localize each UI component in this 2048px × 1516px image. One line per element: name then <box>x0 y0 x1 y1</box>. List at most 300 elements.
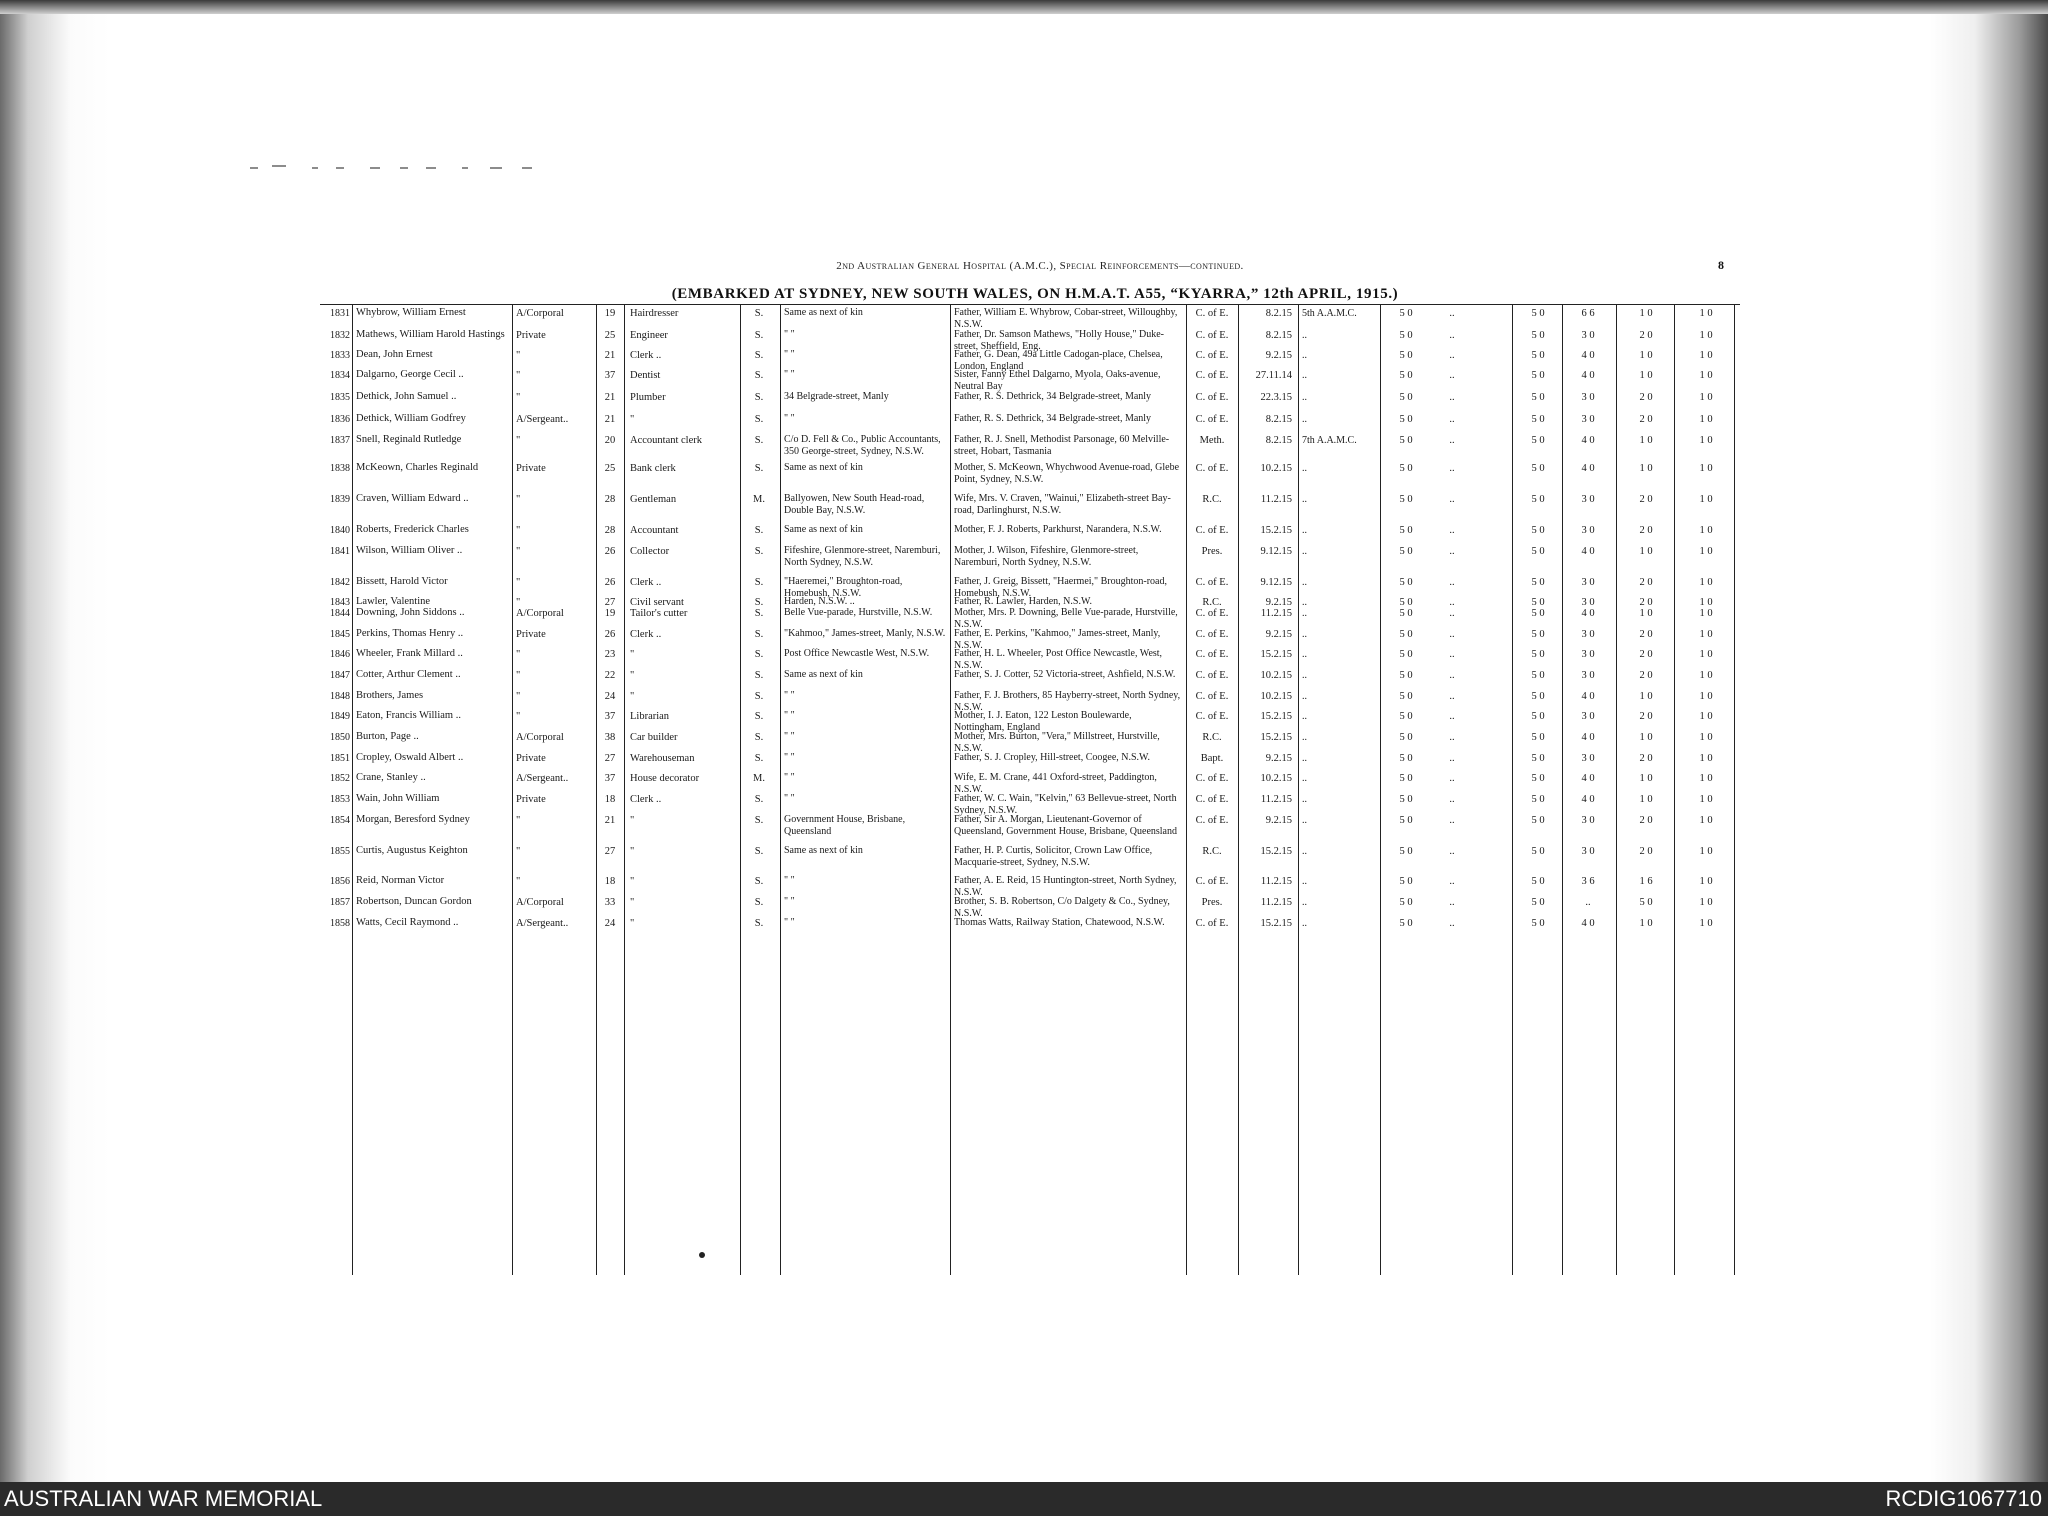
pay-rate-4: 3 0 <box>1581 649 1595 660</box>
regimental-number: 1843 <box>330 597 350 608</box>
table-row <box>320 369 1740 392</box>
previous-unit: .. <box>1302 629 1307 640</box>
pay-rate-2: .. <box>1449 629 1455 640</box>
rank: " <box>516 350 521 361</box>
marital-status: S. <box>754 608 764 619</box>
column-rule <box>1512 305 1513 1275</box>
religion: Pres. <box>1201 546 1223 557</box>
marital-status: S. <box>754 463 764 474</box>
pay-rate-3: 5 0 <box>1531 350 1545 361</box>
pay-rate-2: .. <box>1449 773 1455 784</box>
pay-rate-4: 4 0 <box>1581 608 1595 619</box>
trade: " <box>630 649 635 660</box>
pay-rate-3: 5 0 <box>1531 753 1545 764</box>
pay-rate-6: 1 0 <box>1699 330 1713 341</box>
table-row <box>320 690 1740 713</box>
table-row <box>320 524 1740 538</box>
enlistment-date: 10.2.15 <box>1260 773 1292 784</box>
age: 26 <box>604 629 616 640</box>
next-of-kin: Mother, S. McKeown, Whychwood Avenue-road, Glebe Point, Sydney, N.S.W. <box>954 462 1180 485</box>
pay-rate-5: 2 0 <box>1639 330 1653 341</box>
age: 27 <box>604 846 616 857</box>
pay-rate-3: 5 0 <box>1531 546 1545 557</box>
pay-rate-2: .. <box>1449 546 1455 557</box>
enlistment-date: 15.2.15 <box>1260 525 1292 536</box>
previous-unit: .. <box>1302 392 1307 403</box>
next-of-kin: Father, F. J. Brothers, 85 Hayberry-street, North Sydney, N.S.W. <box>954 690 1181 713</box>
previous-unit: .. <box>1302 918 1307 929</box>
pay-rate-4: 3 0 <box>1581 629 1595 640</box>
regimental-number: 1856 <box>330 876 350 887</box>
table-row <box>320 329 1740 352</box>
pay-rate-3: 5 0 <box>1531 794 1545 805</box>
marital-status: S. <box>754 525 764 536</box>
next-of-kin: Father, E. Perkins, "Kahmoo," James-street, Manly, N.S.W. <box>954 628 1161 651</box>
table-row <box>320 731 1740 754</box>
previous-unit: .. <box>1302 815 1307 826</box>
soldier-name: Roberts, Frederick Charles <box>356 524 469 535</box>
trade: Clerk .. <box>630 577 662 588</box>
religion: C. of E. <box>1195 649 1229 660</box>
age: 37 <box>604 711 616 722</box>
column-rule <box>1734 305 1735 1275</box>
previous-unit: .. <box>1302 350 1307 361</box>
regimental-number: 1837 <box>330 435 350 446</box>
pay-rate-4: 3 0 <box>1581 846 1595 857</box>
trade: House decorator <box>630 773 700 784</box>
religion: R.C. <box>1202 732 1222 743</box>
pay-rate-5: 2 0 <box>1639 649 1653 660</box>
regimental-number: 1858 <box>330 918 350 929</box>
trade: Gentleman <box>630 494 677 505</box>
scan-noise-marks <box>240 160 560 188</box>
age: 38 <box>604 732 616 743</box>
table-row <box>320 793 1740 816</box>
address: C/o D. Fell & Co., Public Accountants, 350 George-street, Sydney, N.S.W. <box>784 434 941 457</box>
pay-rate-5: 1 0 <box>1639 918 1653 929</box>
trade: Civil servant <box>630 597 684 608</box>
rank: " <box>516 649 521 660</box>
next-of-kin: Wife, Mrs. V. Craven, "Wainui," Elizabeth-street Bay-road, Darlinghurst, N.S.W. <box>954 493 1171 516</box>
pay-rate-6: 1 0 <box>1699 649 1713 660</box>
pay-rate-6: 1 0 <box>1699 414 1713 425</box>
scan-dash-marks <box>240 160 560 184</box>
age: 21 <box>604 350 616 361</box>
pay-rate-1: 5 0 <box>1399 670 1413 681</box>
previous-unit: .. <box>1302 846 1307 857</box>
pay-rate-4: 4 0 <box>1581 370 1595 381</box>
address: " " <box>784 875 795 886</box>
table-row <box>320 307 1740 330</box>
pay-rate-3: 5 0 <box>1531 670 1545 681</box>
marital-status: S. <box>754 846 764 857</box>
regimental-number: 1845 <box>330 629 350 640</box>
trade: Clerk .. <box>630 794 662 805</box>
next-of-kin: Father, W. C. Wain, "Kelvin," 63 Bellevue-street, North Sydney, N.S.W. <box>954 793 1177 816</box>
table-row <box>320 462 1740 485</box>
pay-rate-2: .. <box>1449 732 1455 743</box>
soldier-name: Wheeler, Frank Millard .. <box>356 648 463 659</box>
pay-rate-6: 1 0 <box>1699 629 1713 640</box>
next-of-kin: Father, S. J. Cotter, 52 Victoria-street, Ashfield, N.S.W. <box>954 669 1176 680</box>
pay-rate-5: 2 0 <box>1639 846 1653 857</box>
pay-rate-4: 3 0 <box>1581 597 1595 608</box>
previous-unit: .. <box>1302 773 1307 784</box>
pay-rate-6: 1 0 <box>1699 435 1713 446</box>
pay-rate-1: 5 0 <box>1399 773 1413 784</box>
pay-rate-6: 1 0 <box>1699 525 1713 536</box>
pay-rate-2: .. <box>1449 330 1455 341</box>
pay-rate-4: 4 0 <box>1581 794 1595 805</box>
pay-rate-1: 5 0 <box>1399 876 1413 887</box>
pay-rate-6: 1 0 <box>1699 846 1713 857</box>
pay-rate-5: 5 0 <box>1639 897 1653 908</box>
pay-rate-1: 5 0 <box>1399 435 1413 446</box>
pay-rate-5: 2 0 <box>1639 392 1653 403</box>
trade: Plumber <box>630 392 666 403</box>
enlistment-date: 15.2.15 <box>1260 711 1292 722</box>
marital-status: S. <box>754 691 764 702</box>
rank: " <box>516 670 521 681</box>
archive-footer <box>0 1482 2048 1516</box>
age: 24 <box>604 691 616 702</box>
religion: C. of E. <box>1195 577 1229 588</box>
regimental-number: 1839 <box>330 494 350 505</box>
enlistment-date: 9.2.15 <box>1265 629 1292 640</box>
rank: A/Corporal <box>516 308 564 319</box>
regimental-number: 1849 <box>330 711 350 722</box>
marital-status: S. <box>754 649 764 660</box>
column-rule <box>1562 305 1563 1275</box>
address: Post Office Newcastle West, N.S.W. <box>784 648 930 659</box>
pay-rate-4: 3 0 <box>1581 330 1595 341</box>
regimental-number: 1836 <box>330 414 350 425</box>
religion: C. of E. <box>1195 330 1229 341</box>
pay-rate-2: .. <box>1449 350 1455 361</box>
pay-rate-1: 5 0 <box>1399 897 1413 908</box>
enlistment-date: 11.2.15 <box>1260 608 1292 619</box>
trade: " <box>630 846 635 857</box>
pay-rate-3: 5 0 <box>1531 732 1545 743</box>
pay-rate-2: .. <box>1449 308 1455 319</box>
enlistment-date: 11.2.15 <box>1260 794 1292 805</box>
pay-rate-5: 2 0 <box>1639 525 1653 536</box>
religion: C. of E. <box>1195 414 1229 425</box>
marital-status: S. <box>754 577 764 588</box>
table-row <box>320 545 1740 568</box>
marital-status: S. <box>754 392 764 403</box>
enlistment-date: 11.2.15 <box>1260 897 1292 908</box>
address: Same as next of kin <box>784 462 863 473</box>
soldier-name: Downing, John Siddons .. <box>356 607 465 618</box>
trade: Car builder <box>630 732 678 743</box>
rank: Private <box>516 794 546 805</box>
previous-unit: .. <box>1302 546 1307 557</box>
marital-status: S. <box>754 753 764 764</box>
pay-rate-6: 1 0 <box>1699 897 1713 908</box>
religion: C. of E. <box>1195 670 1229 681</box>
previous-unit: .. <box>1302 794 1307 805</box>
soldier-name: Wilson, William Oliver .. <box>356 545 463 556</box>
soldier-name: Dean, John Ernest <box>356 349 433 360</box>
marital-status: S. <box>754 546 764 557</box>
page-number: 8 <box>1718 258 1724 272</box>
pay-rate-2: .. <box>1449 753 1455 764</box>
soldier-name: Watts, Cecil Raymond .. <box>356 917 459 928</box>
regimental-number: 1848 <box>330 691 350 702</box>
marital-status: M. <box>753 494 765 505</box>
rank: " <box>516 815 521 826</box>
regimental-number: 1847 <box>330 670 350 681</box>
age: 27 <box>604 597 616 608</box>
age: 23 <box>604 649 616 660</box>
column-rule <box>1186 305 1187 1275</box>
pay-rate-2: .. <box>1449 876 1455 887</box>
soldier-name: Burton, Page .. <box>356 731 419 742</box>
pay-rate-1: 5 0 <box>1399 691 1413 702</box>
pay-rate-4: 4 0 <box>1581 546 1595 557</box>
age: 37 <box>604 773 616 784</box>
table-row <box>320 772 1740 795</box>
pay-rate-2: .. <box>1449 918 1455 929</box>
regimental-number: 1841 <box>330 546 350 557</box>
marital-status: S. <box>754 330 764 341</box>
previous-unit: .. <box>1302 897 1307 908</box>
next-of-kin: Brother, S. B. Robertson, C/o Dalgety & Co., Sydney, N.S.W. <box>954 896 1170 919</box>
next-of-kin: Thomas Watts, Railway Station, Chatewood, N.S.W. <box>954 917 1165 928</box>
address: " " <box>784 772 795 783</box>
table-row <box>320 576 1740 599</box>
table-row <box>320 391 1740 405</box>
regimental-number: 1850 <box>330 732 350 743</box>
address: Same as next of kin <box>784 524 863 535</box>
pay-rate-3: 5 0 <box>1531 918 1545 929</box>
pay-rate-4: 3 0 <box>1581 711 1595 722</box>
table-row <box>320 607 1740 630</box>
age: 19 <box>604 308 616 319</box>
pay-rate-3: 5 0 <box>1531 392 1545 403</box>
pay-rate-4: 3 6 <box>1581 876 1595 887</box>
pay-rate-6: 1 0 <box>1699 794 1713 805</box>
previous-unit: 7th A.A.M.C. <box>1302 435 1357 446</box>
religion: C. of E. <box>1195 773 1229 784</box>
age: 26 <box>604 577 616 588</box>
embarkation-subheader: (EMBARKED AT SYDNEY, NEW SOUTH WALES, ON H.M.A.T. A55, “KYARRA,” 12th APRIL, 1915.) <box>671 286 1399 302</box>
pay-rate-6: 1 0 <box>1699 670 1713 681</box>
address: " " <box>784 752 795 763</box>
pay-rate-6: 1 0 <box>1699 392 1713 403</box>
marital-status: S. <box>754 876 764 887</box>
table-row <box>320 752 1740 766</box>
regimental-number: 1857 <box>330 897 350 908</box>
age: 24 <box>604 918 616 929</box>
pay-rate-1: 5 0 <box>1399 846 1413 857</box>
soldier-name: Reid, Norman Victor <box>356 875 445 886</box>
pay-rate-2: .. <box>1449 711 1455 722</box>
religion: Bapt. <box>1200 753 1224 764</box>
pay-rate-5: 1 0 <box>1639 691 1653 702</box>
next-of-kin: Mother, J. Wilson, Fifeshire, Glenmore-street, Naremburi, North Sydney, N.S.W. <box>954 545 1139 568</box>
soldier-name: Cotter, Arthur Clement .. <box>356 669 461 680</box>
pay-rate-3: 5 0 <box>1531 649 1545 660</box>
pay-rate-5: 2 0 <box>1639 597 1653 608</box>
marital-status: S. <box>754 350 764 361</box>
table-row <box>320 413 1740 427</box>
pay-rate-5: 2 0 <box>1639 629 1653 640</box>
enlistment-date: 8.2.15 <box>1265 330 1292 341</box>
regimental-number: 1853 <box>330 794 350 805</box>
pay-rate-2: .. <box>1449 897 1455 908</box>
pay-rate-2: .. <box>1449 794 1455 805</box>
trade: Clerk .. <box>630 629 662 640</box>
age: 37 <box>604 370 616 381</box>
pay-rate-3: 5 0 <box>1531 846 1545 857</box>
table-row <box>320 710 1740 733</box>
pay-rate-2: .. <box>1449 494 1455 505</box>
pay-rate-5: 1 0 <box>1639 435 1653 446</box>
rank: Private <box>516 753 546 764</box>
pay-rate-3: 5 0 <box>1531 525 1545 536</box>
pay-rate-4: 3 0 <box>1581 414 1595 425</box>
next-of-kin: Father, A. E. Reid, 15 Huntington-street, North Sydney, N.S.W. <box>954 875 1177 898</box>
next-of-kin: Father, J. Greig, Bissett, "Haermei," Broughton-road, Homebush, N.S.W. <box>954 576 1167 599</box>
pay-rate-4: 4 0 <box>1581 691 1595 702</box>
rank: " <box>516 691 521 702</box>
pay-rate-3: 5 0 <box>1531 608 1545 619</box>
pay-rate-3: 5 0 <box>1531 494 1545 505</box>
pay-rate-3: 5 0 <box>1531 691 1545 702</box>
trade: Collector <box>630 546 670 557</box>
pay-rate-5: 1 0 <box>1639 370 1653 381</box>
soldier-name: Brothers, James <box>356 690 424 701</box>
age: 25 <box>604 330 616 341</box>
pay-rate-6: 1 0 <box>1699 711 1713 722</box>
address: " " <box>784 690 795 701</box>
pay-rate-1: 5 0 <box>1399 414 1413 425</box>
pay-rate-3: 5 0 <box>1531 463 1545 474</box>
soldier-name: Curtis, Augustus Keighton <box>356 845 468 856</box>
religion: C. of E. <box>1195 392 1229 403</box>
pay-rate-6: 1 0 <box>1699 546 1713 557</box>
pay-rate-4: 4 0 <box>1581 773 1595 784</box>
trade: Hairdresser <box>630 308 679 319</box>
marital-status: S. <box>754 732 764 743</box>
marital-status: S. <box>754 370 764 381</box>
pay-rate-6: 1 0 <box>1699 350 1713 361</box>
enlistment-date: 22.3.15 <box>1260 392 1292 403</box>
address: " " <box>784 710 795 721</box>
next-of-kin: Father, William E. Whybrow, Cobar-street, Willoughby, N.S.W. <box>954 307 1178 330</box>
soldier-name: Lawler, Valentine <box>356 596 431 607</box>
soldier-name: Perkins, Thomas Henry .. <box>356 628 464 639</box>
pay-rate-5: 1 0 <box>1639 350 1653 361</box>
previous-unit: .. <box>1302 525 1307 536</box>
age: 27 <box>604 753 616 764</box>
religion: C. of E. <box>1195 794 1229 805</box>
marital-status: S. <box>754 670 764 681</box>
rank: " <box>516 525 521 536</box>
pay-rate-3: 5 0 <box>1531 876 1545 887</box>
pay-rate-3: 5 0 <box>1531 577 1545 588</box>
pay-rate-6: 1 0 <box>1699 691 1713 702</box>
column-rule <box>352 305 353 1275</box>
column-rule <box>1298 305 1299 1275</box>
table-row <box>320 648 1740 671</box>
pay-rate-1: 5 0 <box>1399 918 1413 929</box>
pay-rate-4: 4 0 <box>1581 918 1595 929</box>
enlistment-date: 11.2.15 <box>1260 876 1292 887</box>
pay-rate-1: 5 0 <box>1399 494 1413 505</box>
rank: A/Corporal <box>516 897 564 908</box>
soldier-name: McKeown, Charles Reginald <box>356 462 479 473</box>
pay-rate-4: 3 0 <box>1581 577 1595 588</box>
table-row <box>320 875 1740 898</box>
enlistment-date: 15.2.15 <box>1260 649 1292 660</box>
pay-rate-5: 1 0 <box>1639 794 1653 805</box>
pay-rate-3: 5 0 <box>1531 897 1545 908</box>
address: " " <box>784 896 795 907</box>
enlistment-date: 10.2.15 <box>1260 463 1292 474</box>
enlistment-date: 10.2.15 <box>1260 691 1292 702</box>
address: " " <box>784 329 795 340</box>
pay-rate-2: .. <box>1449 846 1455 857</box>
trade: Bank clerk <box>630 463 676 474</box>
previous-unit: .. <box>1302 577 1307 588</box>
address: Belle Vue-parade, Hurstville, N.S.W. <box>784 607 933 618</box>
trade: Dentist <box>630 370 661 381</box>
trade: Accountant clerk <box>630 435 703 446</box>
trade: Warehouseman <box>630 753 695 764</box>
table-row <box>320 434 1740 457</box>
next-of-kin: Sister, Fanny Ethel Dalgarno, Myola, Oaks-avenue, Neutral Bay <box>954 369 1161 392</box>
religion: C. of E. <box>1195 370 1229 381</box>
pay-rate-3: 5 0 <box>1531 330 1545 341</box>
soldier-name: Dethick, John Samuel .. <box>356 391 457 402</box>
marital-status: S. <box>754 629 764 640</box>
pay-rate-5: 2 0 <box>1639 711 1653 722</box>
column-rule <box>512 305 513 1275</box>
previous-unit: .. <box>1302 876 1307 887</box>
regimental-number: 1831 <box>330 308 350 319</box>
previous-unit: .. <box>1302 732 1307 743</box>
rank: " <box>516 494 521 505</box>
pay-rate-6: 1 0 <box>1699 370 1713 381</box>
regimental-number: 1851 <box>330 753 350 764</box>
pay-rate-5: 1 0 <box>1639 608 1653 619</box>
enlistment-date: 8.2.15 <box>1265 308 1292 319</box>
previous-unit: .. <box>1302 330 1307 341</box>
table-row <box>320 628 1740 651</box>
pay-rate-4: 4 0 <box>1581 435 1595 446</box>
pay-rate-6: 1 0 <box>1699 918 1713 929</box>
next-of-kin: Father, Dr. Samson Mathews, "Holly House," Duke-street, Sheffield, Eng. <box>954 329 1164 352</box>
enlistment-date: 9.12.15 <box>1260 546 1292 557</box>
pay-rate-5: 2 0 <box>1639 815 1653 826</box>
previous-unit: .. <box>1302 711 1307 722</box>
pay-rate-1: 5 0 <box>1399 308 1413 319</box>
religion: C. of E. <box>1195 525 1229 536</box>
pay-rate-6: 1 0 <box>1699 773 1713 784</box>
next-of-kin: Mother, Mrs. Burton, "Vera," Millstreet, Hurstville, N.S.W. <box>954 731 1160 754</box>
rank: A/Sergeant.. <box>516 414 569 425</box>
next-of-kin: Father, Sir A. Morgan, Lieutenant-Governor of Queensland, Government House, Brisbane, Queensland <box>954 814 1177 837</box>
rank: A/Sergeant.. <box>516 918 569 929</box>
table-row <box>320 845 1740 868</box>
previous-unit: .. <box>1302 670 1307 681</box>
pay-rate-4: 4 0 <box>1581 732 1595 743</box>
pay-rate-6: 1 0 <box>1699 308 1713 319</box>
pay-rate-1: 5 0 <box>1399 608 1413 619</box>
